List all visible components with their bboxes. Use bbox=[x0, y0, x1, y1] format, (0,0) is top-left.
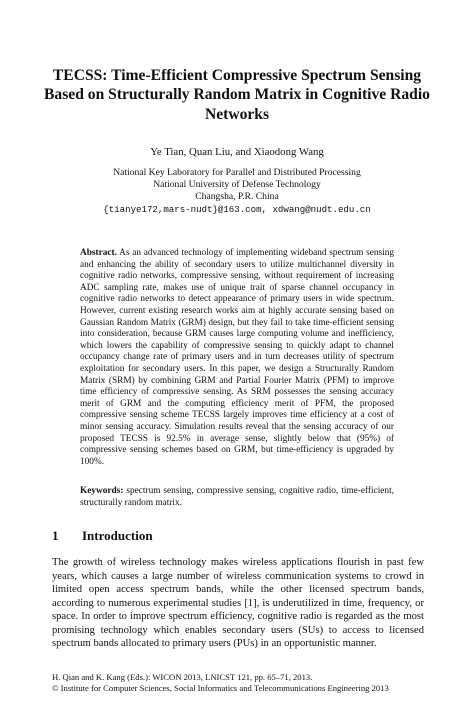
affiliation-line-1: National Key Laboratory for Parallel and Distributed Processing bbox=[113, 167, 361, 178]
affiliation-line-2: National University of Defense Technology bbox=[153, 179, 321, 191]
paper-title: TECSS: Time-Efficient Compressive Spectrum Sensing Based on Structurally Random Matrix in Cognitive Radio Networks bbox=[44, 67, 430, 123]
publication-footer bbox=[52, 672, 432, 694]
author-emails: {tianye172,mars-nudt}@163.com, xdwang@nudt.edu.cn bbox=[103, 203, 371, 215]
abstract-text: As an advanced technology of implementing wideband spectrum sensing and enhancing the ability of secondary users to utilize multichannel diversity in cognitive radio networks, compressive sensing, without requirement of increasing ADC sampling rate, makes use of unique trait of sparse channel occupancy in cognitive radio networks to detect appearance of primary users in wide spectrum. However, current existing research works aim at highly accurate sensing based on Gaussian Random Matrix (GRM) design, but they fail to take time-efficient sensing into consideration, because GRM causes large computing volume and inefficiency, which lowers the capability of compressive sensing to quickly adapt to channel occupancy change rate of primary users and in turn decreases utility of spectrum exploitation for secondary users. In this paper, we design a Structurally Random Matrix (SRM) by combining GRM and Partial Fourier Matrix (PFM) to improve time efficiency of compressive sensing. As SRM possesses the sensing accuracy merit of GRM and the computing efficiency merit of PFM, the proposed compressive sensing scheme TECSS largely improves time efficiency at a cost of minor sensing accuracy. Simulation results reveal that the sensing accuracy of our proposed TECSS is 92.5% in average sense, slightly below that (95%) of compressive sensing schemes based on GRM, but time-efficiency is upgraded by 100%. bbox=[80, 248, 394, 467]
keywords bbox=[80, 486, 394, 509]
keywords-text: spectrum sensing, compressive sensing, cognitive radio, time-efficient, structurally random matrix. bbox=[80, 486, 394, 508]
introduction-paragraph: The growth of wireless technology makes wireless applications flourish in past few years, which causes a large number of wireless communication systems to crowd in limited open access spectrum bands, while the other licensed spectrum bands, according to numerous experimental studies [1], is underutilized in time, frequency, or space. In order to improve spectrum efficiency, cognitive radio is regarded as the most promising technology which enables secondary users (SUs) to access to licensed spectrum bands allocated to primary users (PUs) in an opportunistic manner. bbox=[52, 557, 424, 649]
section-heading bbox=[52, 528, 153, 544]
keywords-label: Keywords: bbox=[80, 486, 124, 496]
affiliation-line-3: Changsha, P.R. China bbox=[195, 191, 279, 203]
section-number: 1 bbox=[52, 528, 59, 543]
footer-copyright: © Institute for Computer Sciences, Social Informatics and Telecommunications Engineering 2013 bbox=[52, 683, 389, 693]
abstract bbox=[80, 248, 394, 468]
section-title: Introduction bbox=[82, 528, 153, 543]
footer-citation: H. Qian and K. Kang (Eds.): WICON 2013, LNICST 121, pp. 65–71, 2013. bbox=[52, 672, 313, 682]
abstract-label: Abstract. bbox=[80, 248, 117, 258]
author-list: Ye Tian, Quan Liu, and Xiaodong Wang bbox=[150, 146, 324, 158]
affiliation-block bbox=[40, 167, 434, 216]
